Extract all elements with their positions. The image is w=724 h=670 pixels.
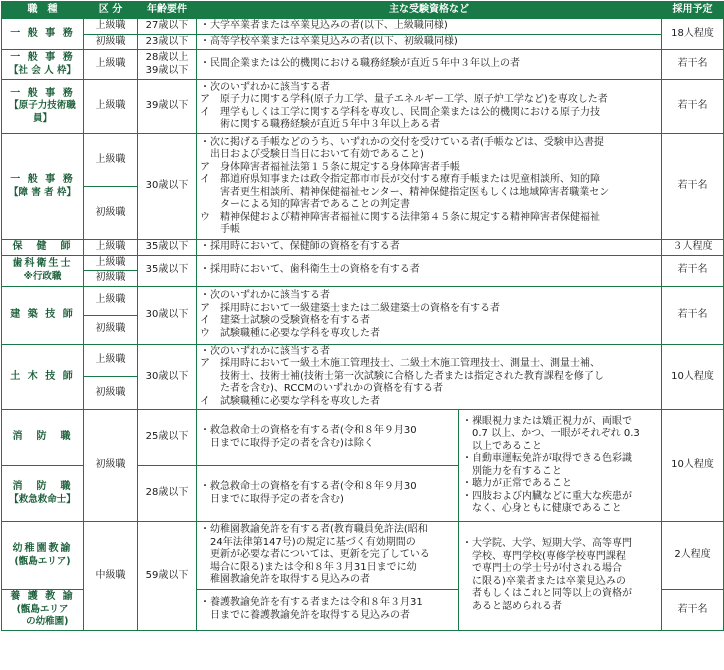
extra-requirement-cell: ・大学院、大学、短期大学、高等専門 学校、専門学校(専修学校専門課程 で専門士の学士号が付される場合 に限る)卒業者または卒業見込みの 者もしくはこれと同等以上の資格が あると認められる者: [459, 522, 662, 631]
job-name: 一 般 事 務: [10, 87, 75, 99]
table-row: [2, 344, 724, 377]
age-line: 39歳以下: [145, 64, 189, 76]
class-cell: 上級職: [84, 80, 138, 134]
age-cell: 35歳以下: [138, 255, 197, 286]
header-age: 年齢要件: [138, 2, 197, 19]
requirement-cell: ・幼稚園教諭免許を有する者(教育職員免許法(昭和 24年法律第147号)の規定に基づく有効期間の 更新が必要な者については、更新を完了している 場合に限る)または令和８年３月31日までに幼 稚園教諭免許を取得する見込みの者: [197, 522, 459, 590]
extra-requirement-cell: ・裸眼視力または矯正視力が、両眼で 0.7 以上、かつ、一眼がそれぞれ 0.3 以上であること ・自動車運転免許が取得できる色彩識 別能力を有すること ・聴力が正常であること ・四肢および内臓などに重大な疾患が なく、心身ともに健康であること: [459, 410, 662, 522]
job-cell: 消 防 職: [2, 410, 84, 466]
job-cell: 保 健 師: [2, 240, 84, 256]
job-name: 一 般 事 務: [10, 52, 75, 63]
age-cell: 27歳以下: [138, 19, 197, 35]
planned-cell: 若干名: [662, 286, 724, 344]
age-cell: 25歳以下: [138, 410, 197, 466]
requirement-cell: ・養護教諭免許を有する者または令和８年３月31 日までに養護教諭免許を取得する見込みの者: [197, 590, 459, 631]
job-cell: 建 築 技 師: [2, 286, 84, 344]
table-row: [2, 134, 724, 187]
class-cell: 上級職: [84, 19, 138, 35]
planned-cell: 若干名: [662, 50, 724, 80]
planned-cell: ３人程度: [662, 240, 724, 256]
job-name: 歯科衛生士: [12, 258, 73, 269]
job-cell: [2, 134, 84, 240]
class-cell: 上級職: [84, 286, 138, 315]
job-name: 消 防 職: [12, 481, 73, 492]
job-subname: 【社 会 人 枠】: [9, 64, 76, 76]
header-job: 職 種: [2, 2, 84, 19]
requirement-cell: ・次に掲げる手帳などのうち、いずれかの交付を受けている者(手帳などは、受験申込書提 出日および受験日当日において有効であること) ア 身体障害者福祉法第１５条に規定する身体障害者手帳 イ 都道府県知事または政令指定都市市長が交付する療育手帳または児童相談所、知的障 害者更生相談所、精神保健福祉センター、精神保健指定医もしくは地域障害者職業セン ターによる知的障害者であることの判定書 ウ 精神保健および精神障害者福祉に関する法律第４５条に規定する精神障害者保健福祉 手帳: [197, 134, 662, 240]
class-cell: 初級職: [84, 377, 138, 410]
requirement-cell: ・採用時において、保健師の資格を有する者: [197, 240, 662, 256]
planned-cell: 2人程度: [662, 522, 724, 590]
job-cell: 土 木 技 師: [2, 344, 84, 410]
requirement-cell: ・次のいずれかに該当する者 ア 原子力に関する学科(原子力工学、量子エネルギー工学、原子炉工学など)を専攻した者 イ 理学もしくは工学に関する学科を専攻し、民間企業または公的機関における原子力技 術に関する職務経験が直近５年中３年以上ある者: [197, 80, 662, 134]
requirement-cell: ・民間企業または公的機関における職務経験が直近５年中３年以上の者: [197, 50, 662, 80]
job-cell: [2, 50, 84, 80]
age-cell: 23歳以下: [138, 34, 197, 50]
job-subname: 【救急救命士】: [9, 493, 76, 505]
age-cell: 59歳以下: [138, 522, 197, 631]
header-planned: 採用予定: [662, 2, 724, 19]
table-header-row: [2, 2, 724, 19]
class-cell: 初級職: [84, 187, 138, 240]
class-cell: 上級職: [84, 50, 138, 80]
requirement-cell: ・救急救命士の資格を有する者(令和８年９月30 日までに取得予定の者を含む): [197, 466, 459, 522]
age-cell: [138, 50, 197, 80]
planned-cell: 若干名: [662, 134, 724, 240]
planned-cell: 10人程度: [662, 410, 724, 522]
requirement-cell: ・大学卒業者または卒業見込みの者(以下、上級職同様): [197, 19, 662, 35]
age-cell: 30歳以下: [138, 344, 197, 410]
planned-cell: 若干名: [662, 255, 724, 286]
age-line: 28歳以上: [145, 52, 189, 63]
class-cell: 初級職: [84, 410, 138, 522]
class-cell: 初級職: [84, 271, 138, 287]
planned-cell: 18人程度: [662, 19, 724, 50]
table-row: [2, 255, 724, 271]
age-cell: 39歳以下: [138, 80, 197, 134]
planned-cell: 若干名: [662, 80, 724, 134]
job-cell: [2, 522, 84, 590]
table-row: [2, 410, 724, 466]
job-name: 養 護 教 諭: [10, 591, 75, 602]
job-name: 一 般 事 務: [10, 174, 75, 185]
class-cell: 初級職: [84, 34, 138, 50]
header-requirements: 主な受験資格など: [197, 2, 662, 19]
age-cell: 28歳以下: [138, 466, 197, 522]
recruitment-table: [1, 1, 724, 631]
class-cell: 中級職: [84, 522, 138, 631]
table-row: [2, 522, 724, 590]
header-class: 区 分: [84, 2, 138, 19]
job-subname: (甑島エリア): [14, 555, 71, 567]
class-cell: 上級職: [84, 240, 138, 256]
requirement-cell: ・高等学校卒業または卒業見込みの者(以下、初級職同様): [197, 34, 662, 50]
job-subname: ※行政職: [23, 270, 62, 282]
age-cell: 30歳以下: [138, 134, 197, 240]
class-cell: 上級職: [84, 255, 138, 271]
job-subname: (甑島エリア の幼稚園): [16, 603, 69, 627]
job-name: 幼稚園教諭: [12, 543, 73, 554]
job-cell: [2, 80, 84, 134]
job-cell: [2, 466, 84, 522]
class-cell: 上級職: [84, 344, 138, 377]
requirement-cell: ・救急救命士の資格を有する者(令和８年９月30 日までに取得予定の者を含む)は除く: [197, 410, 459, 466]
table-row: [2, 34, 724, 50]
table-row: [2, 240, 724, 256]
age-cell: 35歳以下: [138, 240, 197, 256]
requirement-cell: ・採用時において、歯科衛生士の資格を有する者: [197, 255, 662, 286]
job-cell: [2, 590, 84, 631]
planned-cell: 10人程度: [662, 344, 724, 410]
job-subname: 【障 害 者 枠】: [9, 186, 76, 198]
job-cell: [2, 255, 84, 286]
requirement-cell: ・次のいずれかに該当する者 ア 採用時において一級建築士または二級建築士の資格を有する者 イ 建築士試験の受験資格を有する者 ウ 試験職種に必要な学科を専攻した者: [197, 286, 662, 344]
planned-cell: 若干名: [662, 590, 724, 631]
table-row: [2, 80, 724, 134]
table-row: [2, 50, 724, 80]
table-row: [2, 286, 724, 315]
class-cell: 初級職: [84, 315, 138, 344]
class-cell: 上級職: [84, 134, 138, 187]
job-cell: 一 般 事 務: [2, 19, 84, 50]
requirement-cell: ・次のいずれかに該当する者 ア 採用時において一級土木施工管理技士、二級土木施工管理技士、測量士、測量士補、 技術士、技術士補(技術士第一次試験に合格した者または指定された教育課程を修了し た者を含む)、RCCMのいずれかの資格を有する者 イ 試験職種に必要な学科を専攻した者: [197, 344, 662, 410]
table-row: [2, 19, 724, 35]
age-cell: 30歳以下: [138, 286, 197, 344]
job-subname: 【原子力技術職員】: [9, 100, 76, 124]
